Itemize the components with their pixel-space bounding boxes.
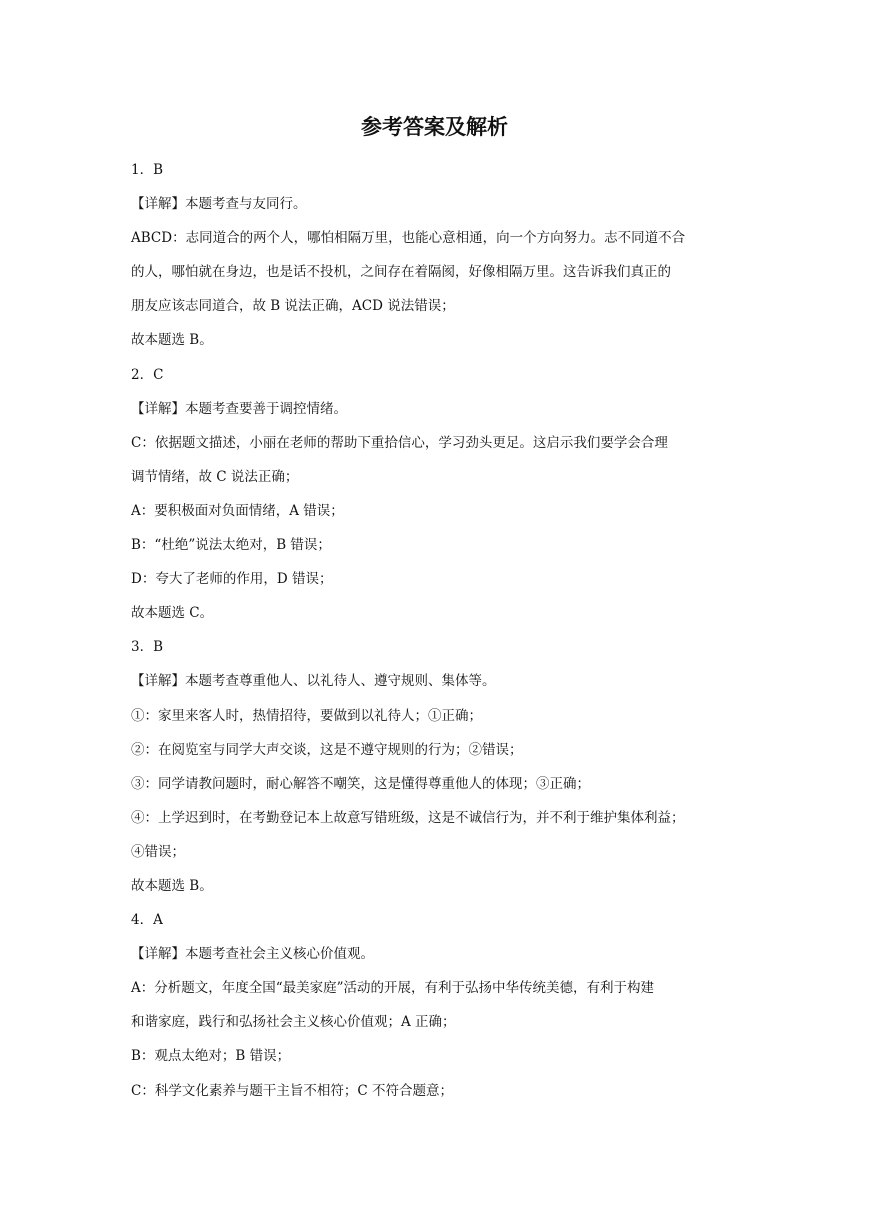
- explanation-line: A：要积极面对负面情绪，A 错误；: [131, 502, 344, 519]
- explanation-line: 调节情绪，故 C 说法正确；: [131, 468, 299, 485]
- explanation-heading: 【详解】本题考查要善于调控情绪。: [131, 400, 347, 417]
- explanation-heading: 【详解】本题考查尊重他人、以礼待人、遵守规则、集体等。: [131, 673, 496, 690]
- page-title: 参考答案及解析: [361, 115, 508, 139]
- explanation-line: D：夸大了老师的作用，D 错误；: [131, 571, 333, 588]
- answer-number: 2．C: [131, 366, 164, 383]
- explanation-line: ①：家里来客人时，热情招待，要做到以礼待人；①正确；: [131, 707, 482, 724]
- explanation-line: ③：同学请教问题时，耐心解答不嘲笑，这是懂得尊重他人的体现；③正确；: [131, 775, 590, 792]
- explanation-line: ②：在阅览室与同学大声交谈，这是不遵守规则的行为；②错误；: [131, 741, 523, 758]
- explanation-line: C：依据题文描述，小丽在老师的帮助下重拾信心，学习劲头更足。这启示我们要学会合理: [131, 434, 668, 451]
- explanation-line: 朋友应该志同道合，故 B 说法正确，ACD 说法错误；: [131, 298, 455, 315]
- explanation-line: ④错误；: [131, 843, 185, 860]
- explanation-line: C：科学文化素养与题干主旨不相符；C 不符合题意；: [131, 1082, 453, 1099]
- explanation-line: B：“杜绝”说法太绝对，B 错误；: [131, 537, 331, 554]
- explanation-line: 和谐家庭，践行和弘扬社会主义核心价值观；A 正确；: [131, 1014, 456, 1031]
- answer-conclusion: 故本题选 B。: [131, 332, 213, 349]
- explanation-line: ④：上学迟到时，在考勤登记本上故意写错班级，这是不诚信行为，并不利于维护集体利益；: [131, 809, 685, 826]
- answer-conclusion: 故本题选 C。: [131, 605, 214, 622]
- answer-number: 1．B: [131, 162, 164, 178]
- answer-number: 3．B: [131, 639, 164, 656]
- answer-conclusion: 故本题选 B。: [131, 877, 213, 894]
- explanation-line: 的人，哪怕就在身边，也是话不投机，之间存在着隔阂，好像相隔万里。这告诉我们真正的: [131, 264, 671, 281]
- explanation-heading: 【详解】本题考查与友同行。: [131, 196, 307, 213]
- answer-body: [131, 153, 743, 1108]
- answer-number: 4．A: [131, 912, 163, 929]
- explanation-line: B：观点太绝对；B 错误；: [131, 1048, 291, 1065]
- explanation-line: A：分析题文，年度全国“最美家庭”活动的开展，有利于弘扬中华传统美德，有利于构建: [131, 980, 655, 997]
- explanation-heading: 【详解】本题考查社会主义核心价值观。: [131, 946, 374, 963]
- explanation-line: ABCD：志同道合的两个人，哪怕相隔万里，也能心意相通，向一个方向努力。志不同道不合: [131, 230, 686, 247]
